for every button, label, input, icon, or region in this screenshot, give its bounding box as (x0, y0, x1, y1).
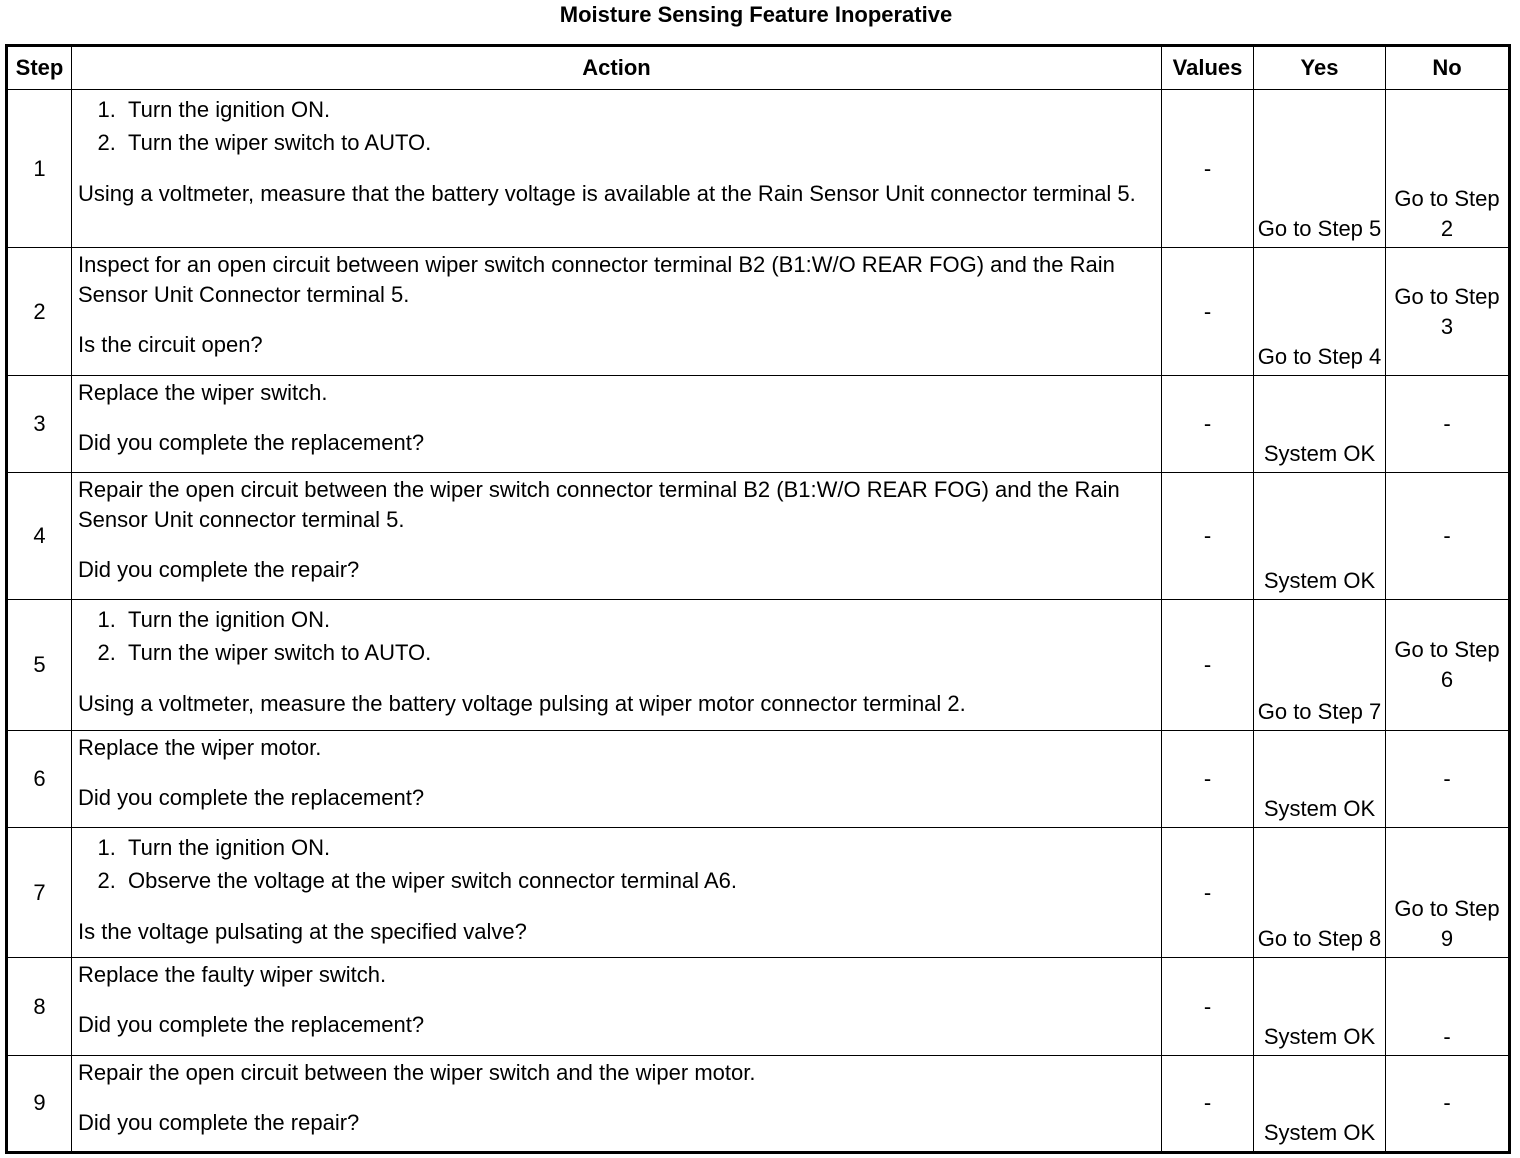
action-list (78, 93, 1157, 159)
action-question: Using a voltmeter, measure that the battery voltage is available at the Rain Sensor Unit connector terminal 5. (78, 181, 1136, 206)
table-row (7, 828, 1510, 958)
list-item: 2. Turn the wiper switch to AUTO. (122, 636, 1157, 669)
step-number: 4 (7, 473, 72, 600)
action-question: Did you complete the replacement? (78, 784, 425, 810)
action-question: Did you complete the repair? (78, 557, 360, 583)
yes-cell: System OK (1254, 375, 1386, 472)
action-text: Replace the wiper switch. (78, 379, 328, 405)
yes-cell: System OK (1254, 958, 1386, 1055)
step-number: 1 (7, 90, 72, 248)
values-cell: - (1162, 248, 1254, 375)
yes-cell: System OK (1254, 1055, 1386, 1152)
action-text: Replace the faulty wiper switch. (78, 962, 387, 988)
action-question: Did you complete the replacement? (78, 1012, 425, 1038)
no-cell: - (1386, 730, 1510, 827)
header-values: Values (1162, 46, 1254, 90)
list-item: 1. Turn the ignition ON. (122, 93, 1157, 126)
values-cell: - (1162, 730, 1254, 827)
table-row (7, 958, 1510, 1055)
action-cell (72, 828, 1162, 958)
header-step: Step (7, 46, 72, 90)
step-number: 9 (7, 1055, 72, 1152)
no-cell: - (1386, 375, 1510, 472)
page-title: Moisture Sensing Feature Inoperative (559, 2, 953, 27)
values-cell: - (1162, 828, 1254, 958)
header-action: Action (72, 46, 1162, 90)
step-number: 7 (7, 828, 72, 958)
no-cell: Go to Step 3 (1386, 248, 1510, 375)
table-row (7, 248, 1510, 375)
header-no: No (1386, 46, 1510, 90)
table-row (7, 730, 1510, 827)
action-list (78, 831, 1157, 897)
action-question: Using a voltmeter, measure the battery voltage pulsing at wiper motor connector terminal 2. (78, 691, 966, 717)
yes-cell: System OK (1254, 473, 1386, 600)
action-question: Did you complete the replacement? (78, 429, 425, 455)
action-cell (72, 730, 1162, 827)
action-cell (72, 248, 1162, 375)
no-cell: Go to Step 9 (1386, 828, 1510, 958)
no-cell: - (1386, 1055, 1510, 1152)
list-item: 1. Turn the ignition ON. (122, 831, 1157, 864)
action-text: Repair the open circuit between the wiper switch and the wiper motor. (78, 1059, 756, 1085)
yes-cell: Go to Step 8 (1254, 828, 1386, 958)
action-cell (72, 600, 1162, 730)
action-text: Inspect for an open circuit between wiper switch connector terminal B2 (B1:W/O REAR FOG) and the Rain Sensor Unit Connector terminal 5. (78, 252, 1115, 308)
action-list (78, 603, 1157, 669)
values-cell: - (1162, 958, 1254, 1055)
header-row (7, 46, 1510, 90)
list-item: 1. Turn the ignition ON. (122, 603, 1157, 636)
action-cell (72, 958, 1162, 1055)
list-item: 2. Turn the wiper switch to AUTO. (122, 126, 1157, 159)
values-cell: - (1162, 375, 1254, 472)
action-question: Did you complete the repair? (78, 1109, 360, 1135)
table-row (7, 90, 1510, 248)
yes-cell: Go to Step 7 (1254, 600, 1386, 730)
no-cell: Go to Step 6 (1386, 600, 1510, 730)
action-cell (72, 375, 1162, 472)
yes-cell: Go to Step 4 (1254, 248, 1386, 375)
table-row (7, 1055, 1510, 1152)
no-cell: Go to Step 2 (1386, 90, 1510, 248)
yes-cell: System OK (1254, 730, 1386, 827)
values-cell: - (1162, 1055, 1254, 1152)
table-row (7, 600, 1510, 730)
header-yes: Yes (1254, 46, 1386, 90)
values-cell: - (1162, 473, 1254, 600)
values-cell: - (1162, 600, 1254, 730)
action-question: Is the circuit open? (78, 332, 263, 358)
action-cell (72, 1055, 1162, 1152)
step-number: 3 (7, 375, 72, 472)
action-cell (72, 473, 1162, 600)
action-text: Repair the open circuit between the wiper switch connector terminal B2 (B1:W/O REAR FOG) and the Rain Sensor Unit connector terminal 5. (78, 477, 1120, 533)
no-cell: - (1386, 958, 1510, 1055)
yes-cell: Go to Step 5 (1254, 90, 1386, 248)
step-number: 8 (7, 958, 72, 1055)
list-item: 2. Observe the voltage at the wiper switch connector terminal A6. (122, 864, 1157, 897)
values-cell: - (1162, 90, 1254, 248)
table-row (7, 473, 1510, 600)
action-question: Is the voltage pulsating at the specified valve? (78, 919, 527, 945)
action-cell (72, 90, 1162, 248)
action-text: Replace the wiper motor. (78, 734, 322, 760)
diagnostic-table (5, 44, 1511, 1154)
step-number: 6 (7, 730, 72, 827)
table-row (7, 375, 1510, 472)
step-number: 5 (7, 600, 72, 730)
no-cell: - (1386, 473, 1510, 600)
step-number: 2 (7, 248, 72, 375)
